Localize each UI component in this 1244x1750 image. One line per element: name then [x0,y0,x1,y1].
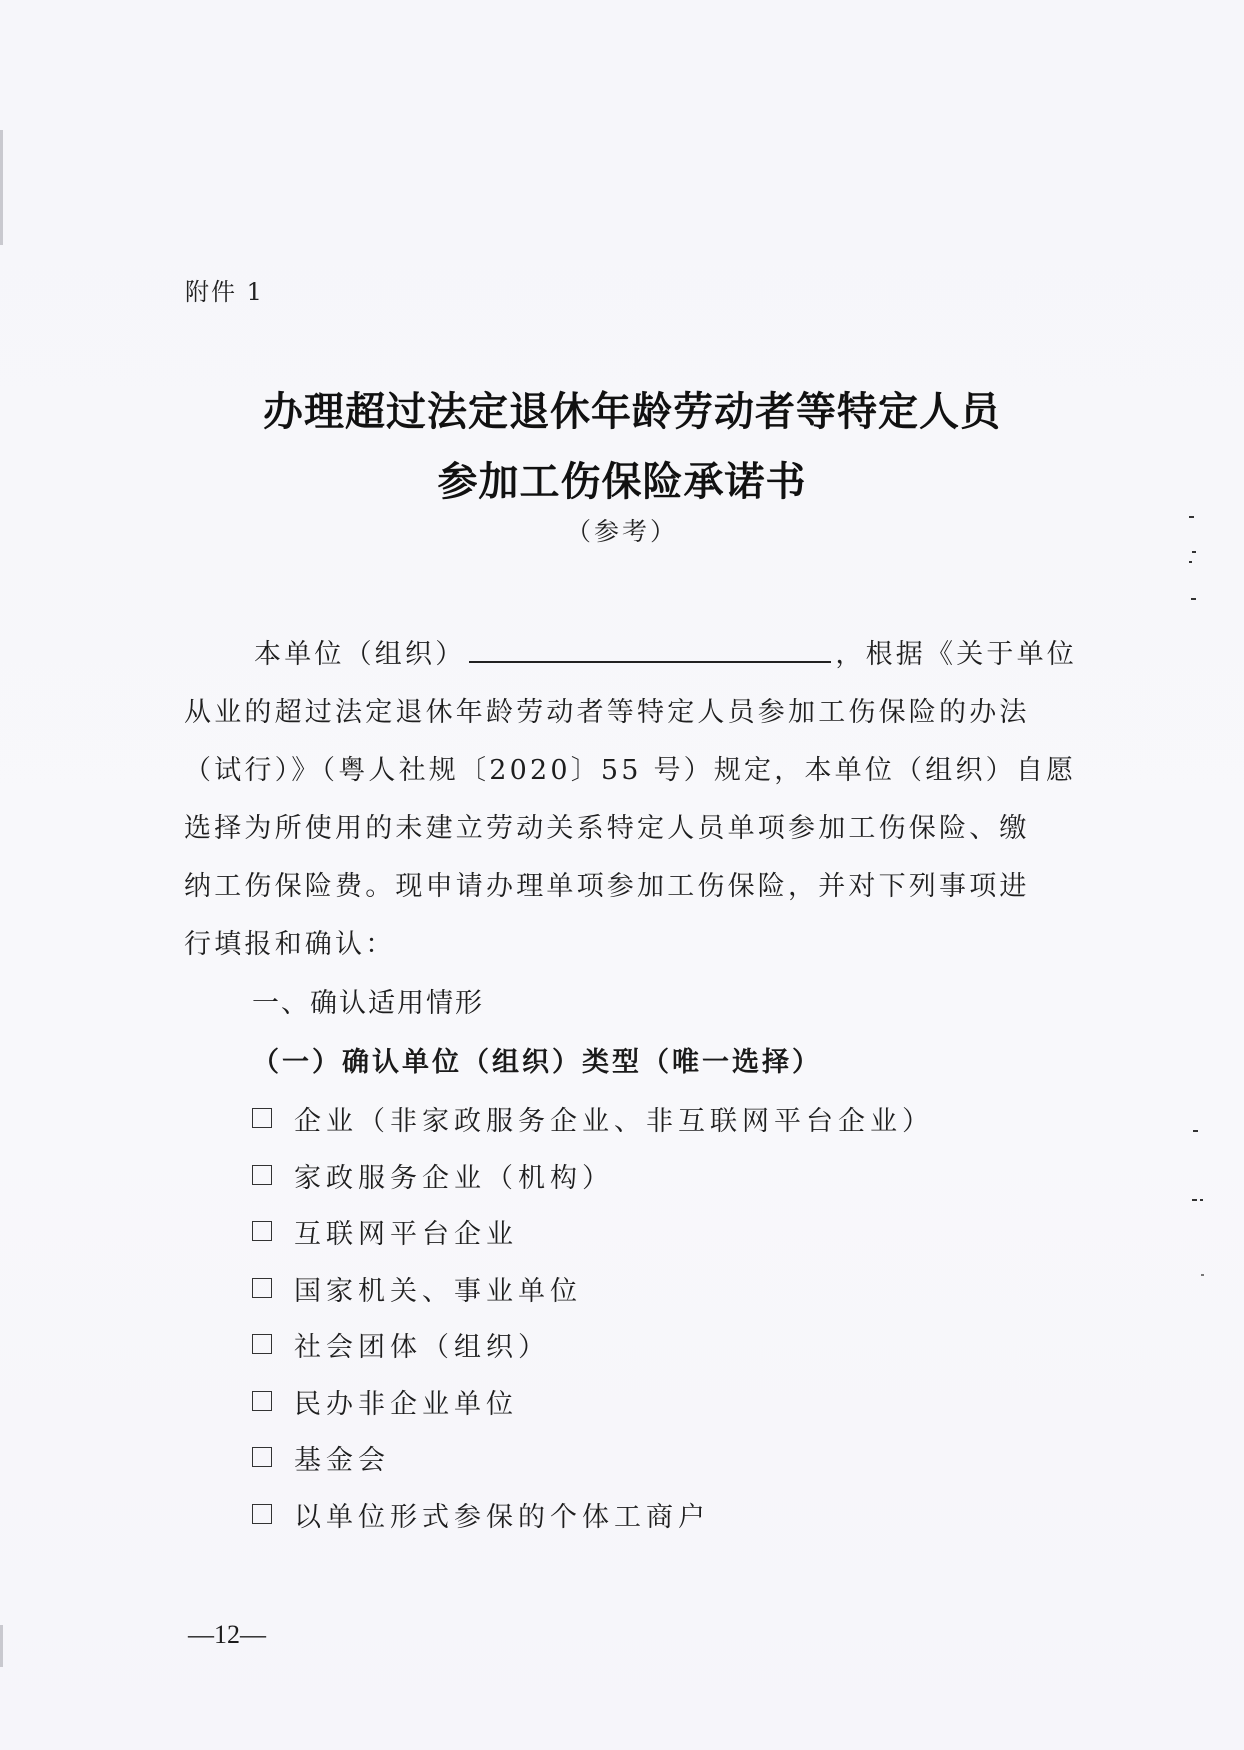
document-subtitle: （参考） [565,517,678,546]
checkbox-icon[interactable] [252,1447,272,1467]
intro-line-1 [184,626,1110,684]
option-social-organization[interactable] [252,1325,934,1382]
intro-line-5: 纳工伤保险费。现申请办理单项参加工伤保险，并对下列事项进 [184,871,1030,902]
intro-line-2: 从业的超过法定退休年龄劳动者等特定人员参加工伤保险的办法 [184,697,1030,728]
intro-text-after-blank: ，根据《关于单位 [835,639,1078,670]
intro-line-6: 行填报和确认： [184,929,396,960]
option-private-non-enterprise-unit[interactable] [252,1382,934,1439]
checkbox-icon[interactable] [252,1391,272,1411]
option-label: 企业（非家政服务企业、非互联网平台企业） [294,1106,934,1137]
scan-speck [1200,1199,1203,1201]
option-label: 社会团体（组织） [294,1332,550,1363]
document-title-line-2: 参加工伤保险承诺书 [437,458,807,505]
checkbox-icon[interactable] [252,1278,272,1298]
option-individual-business[interactable] [252,1495,934,1552]
option-domestic-service-enterprise[interactable] [252,1156,934,1213]
scan-speck [1193,1130,1198,1132]
checkbox-icon[interactable] [252,1504,272,1524]
option-state-organ-public-institution[interactable] [252,1269,934,1326]
option-label: 国家机关、事业单位 [294,1275,582,1307]
scan-speck [1192,551,1196,553]
option-label: 基金会 [294,1445,390,1476]
subsection-heading-organization-type: （一）确认单位（组织）类型（唯一选择） [252,1047,822,1078]
option-label: 民办非企业单位 [294,1388,518,1420]
checkbox-icon[interactable] [252,1165,272,1185]
option-label: 以单位形式参保的个体工商户 [294,1501,710,1533]
scan-speck [1191,598,1196,600]
organization-type-options [252,1099,934,1551]
intro-line-4: 选择为所使用的未建立劳动关系特定人员单项参加工伤保险、缴 [184,813,1030,844]
checkbox-icon[interactable] [252,1334,272,1354]
option-internet-platform-enterprise[interactable] [252,1212,934,1269]
document-title-line-1: 办理超过法定退休年龄劳动者等特定人员 [263,388,1001,435]
attachment-label: 附件 1 [185,278,264,306]
scan-edge-mark [0,130,3,245]
scan-edge-mark [0,1625,3,1667]
intro-paragraph [184,626,1110,974]
intro-line-3: （试行）》（粤人社规〔2020〕55 号）规定，本单位（组织）自愿 [184,755,1077,786]
option-label: 互联网平台企业 [294,1219,518,1250]
option-label: 家政服务企业（机构） [294,1162,614,1194]
intro-text-before-blank: 本单位（组织） [254,639,466,670]
section-heading-applicable-situations: 一、确认适用情形 [252,988,484,1019]
scan-speck [1201,1274,1204,1276]
organization-name-field[interactable] [469,631,831,663]
option-enterprise[interactable] [252,1099,934,1156]
option-foundation[interactable] [252,1438,934,1495]
checkbox-icon[interactable] [252,1221,272,1241]
checkbox-icon[interactable] [252,1108,272,1128]
scan-speck [1189,561,1192,563]
page-number: —12— [188,1620,266,1649]
scan-speck [1192,1199,1197,1201]
